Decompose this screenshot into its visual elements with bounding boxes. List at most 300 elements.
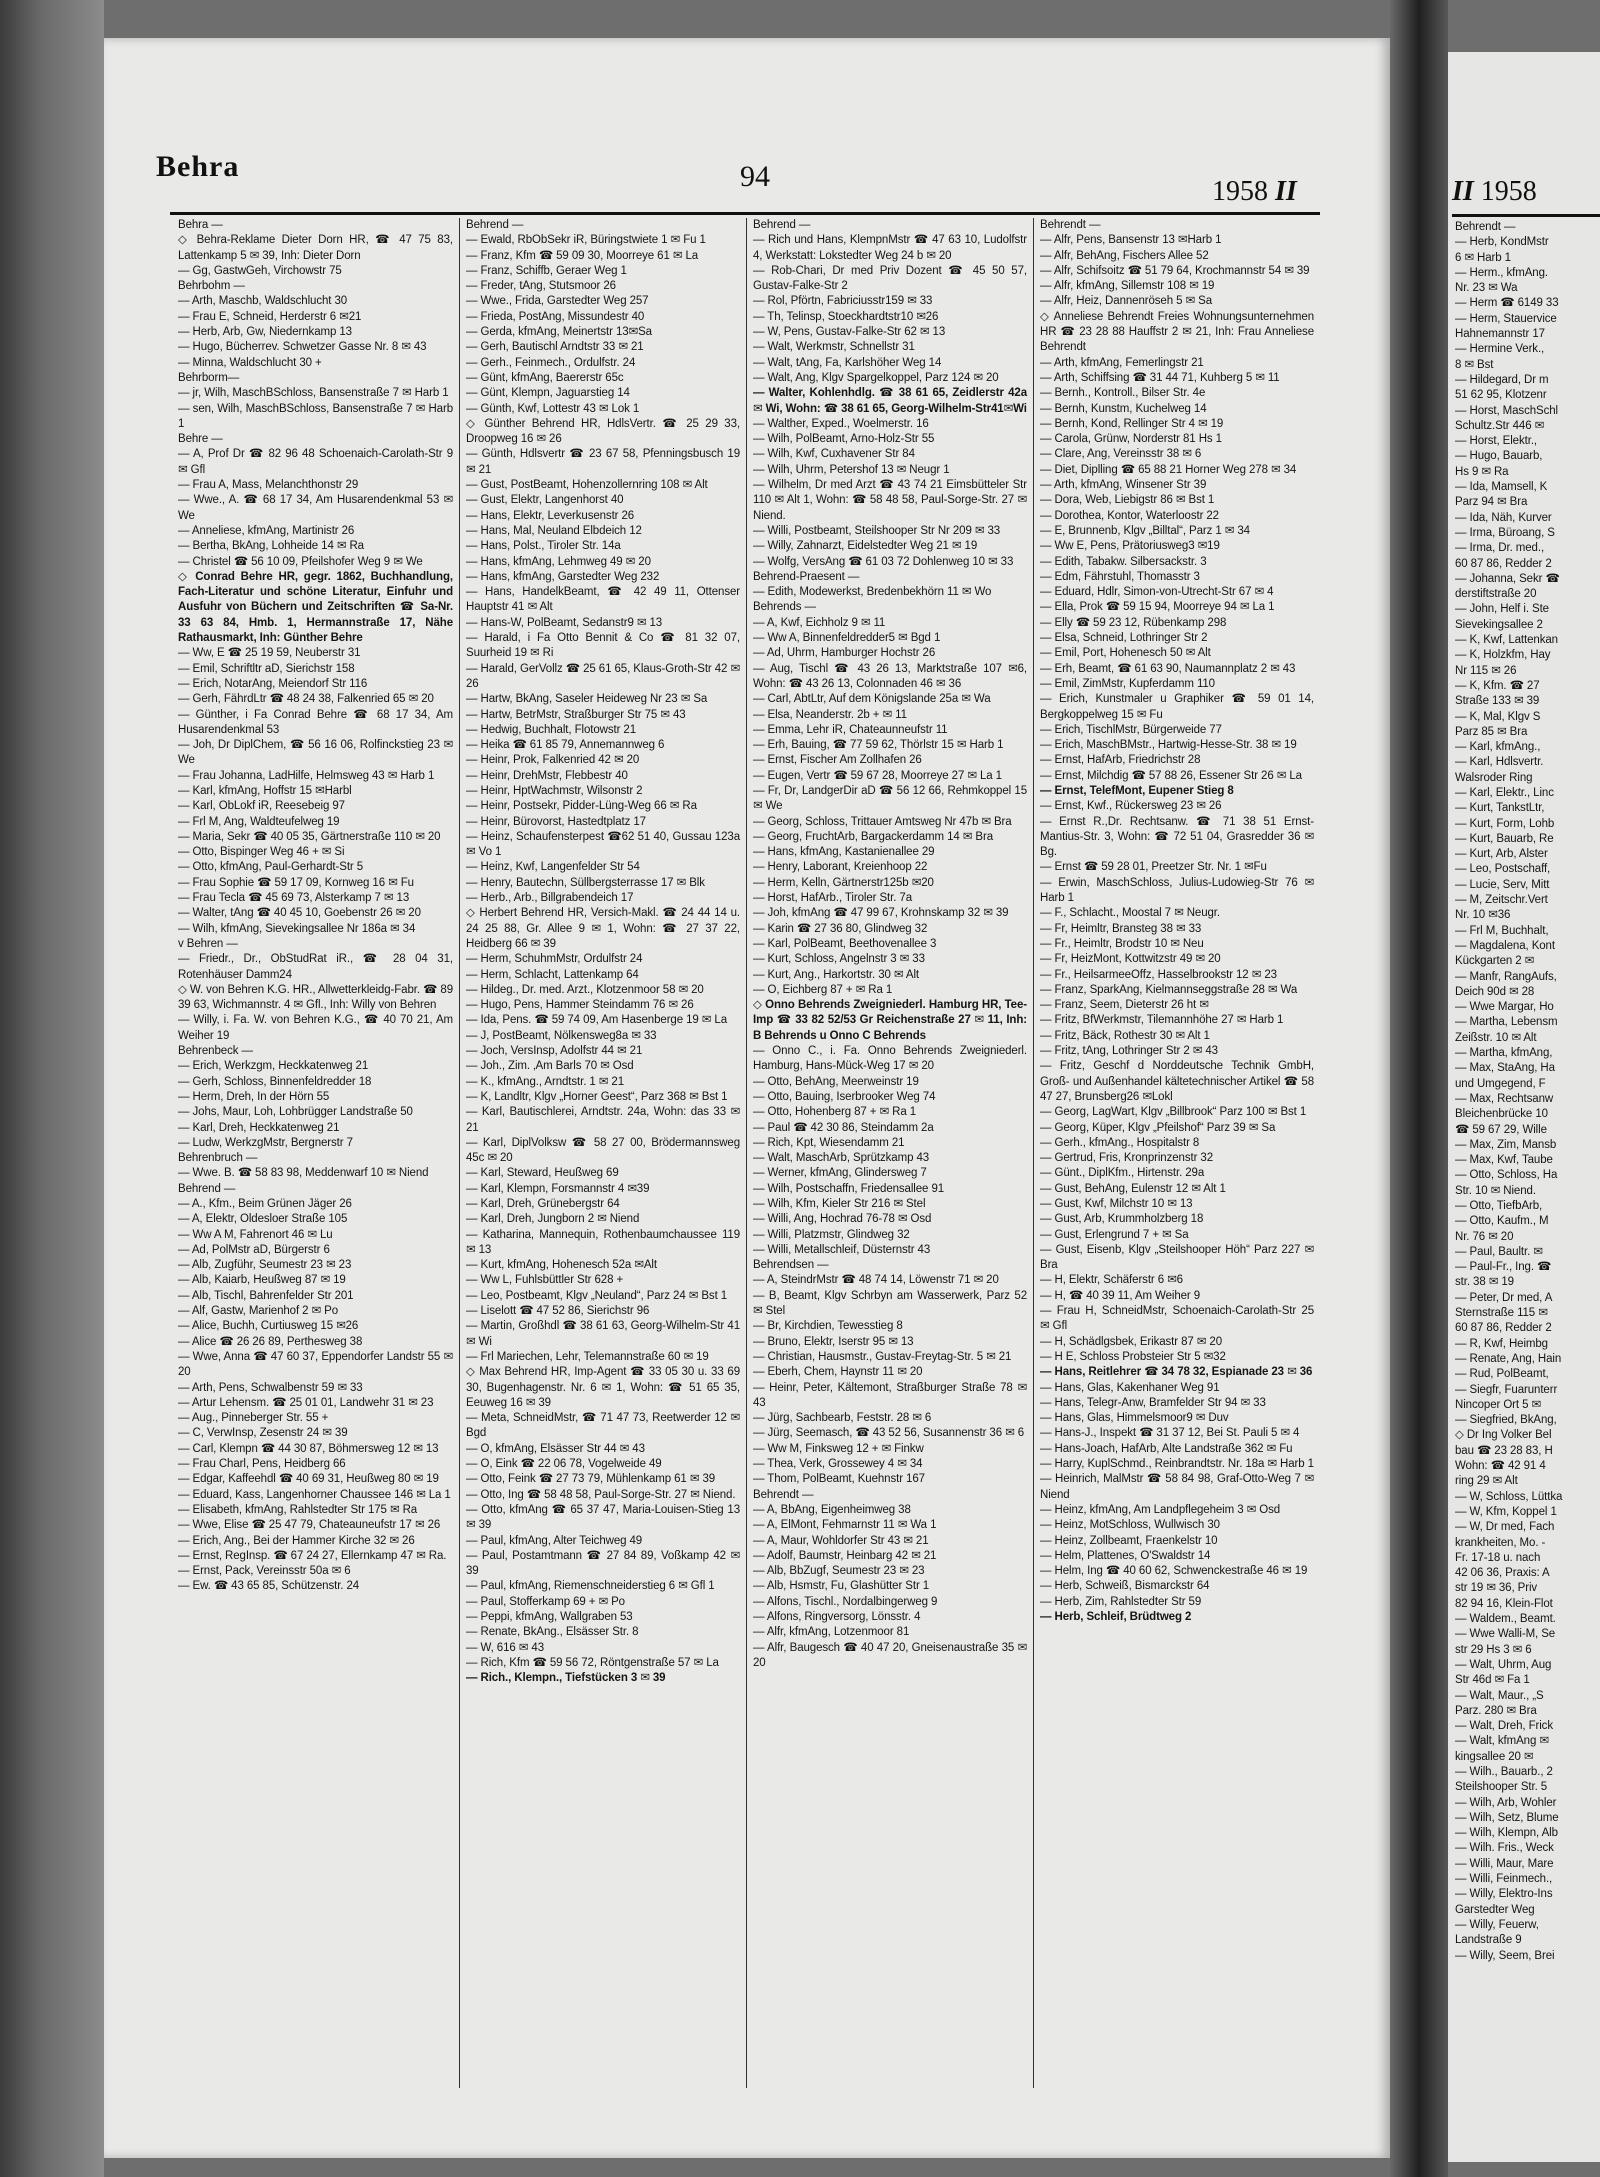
facing-page-entry: — Wilh. Fris., Weck <box>1455 1842 1554 1855</box>
directory-entry: — Joh, kfmAng ☎ 47 99 67, Krohnskamp 32 ✉ 39 <box>753 907 1009 920</box>
directory-entry: — Günth, Kwf, Lottestr 43 ✉ Lok 1 <box>466 402 640 415</box>
directory-entry: — Walter, tAng ☎ 40 45 10, Goebenstr 26 ✉ 20 <box>178 907 421 920</box>
directory-entry: — Franz, Schiffb, Geraer Weg 1 <box>466 264 627 277</box>
directory-entry: — Liselott ☎ 47 52 86, Sierichstr 96 <box>466 1305 650 1318</box>
directory-entry: — Fr., HeilsarmeeOffz, Hasselbrookstr 12 ✉ 23 <box>1040 968 1277 981</box>
directory-entry: — Paul, kfmAng, Riemenschneiderstieg 6 ✉ Gfl 1 <box>466 1580 715 1593</box>
directory-entry: — Elisabeth, kfmAng, Rahlstedter Str 175 ✉ Ra <box>178 1503 418 1516</box>
facing-page-entry: — Hugo, Bauarb, <box>1455 450 1543 463</box>
directory-entry: — Gg, GastwGeh, Virchowstr 75 <box>178 264 342 277</box>
directory-entry: — Karl, Dreh, Grünebergstr 64 <box>466 1198 620 1210</box>
directory-entry: Behrendsen — <box>753 1259 829 1272</box>
directory-entry: — Wilh, Kfm, Kieler Str 216 ✉ Stel <box>753 1198 926 1210</box>
directory-entry: — Erh, Beamt, ☎ 61 63 90, Naumannplatz 2 ✉ 43 <box>1040 662 1296 675</box>
directory-entry: — Erich, Werkzgm, Heckkatenweg 21 <box>178 1060 369 1073</box>
facing-page-entry: — Walt, Dreh, Frick <box>1455 1720 1553 1733</box>
facing-page-entry: — Otto, Kaufm., M <box>1455 1215 1549 1228</box>
directory-entry: — Herb, Schleif, Brüdtweg 2 <box>1040 1611 1192 1624</box>
directory-entry: — Peppi, kfmAng, Wallgraben 53 <box>466 1611 633 1624</box>
directory-entry: — Gust, Arb, Krummholzberg 18 <box>1040 1213 1204 1226</box>
directory-entry: — Ww M, Finksweg 12 + ✉ Finkw <box>753 1442 924 1455</box>
facing-page-entry: — Kurt, Bauarb, Re <box>1455 832 1554 845</box>
facing-page-entry: — Irma, Büroang, S <box>1455 526 1555 539</box>
directory-entry: — Alb, Kaiarb, Heußweg 87 ✉ 19 <box>178 1274 346 1287</box>
facing-page-entry: — Johanna, Sekr ☎ <box>1455 572 1560 585</box>
directory-entry: ◇ Onno Behrends Zweigniederl. Hamburg HR, Tee-Imp ☎ 33 82 52/53 Gr Reichenstraße 27 ✉ 11, Inh: B Behrends u Onno C Behrends <box>753 999 1027 1042</box>
directory-entry: Behra — <box>178 219 223 231</box>
directory-entry: — O, Eink ☎ 22 06 78, Vogelweide 49 <box>466 1458 662 1471</box>
facing-page-entry: — Wilh, Klempn, Alb <box>1455 1827 1558 1840</box>
directory-entry: — Bernh, Kunstm, Kuchelweg 14 <box>1040 402 1207 415</box>
directory-entry: — Gerh., Feinmech., Ordulfstr. 24 <box>466 356 636 369</box>
facing-page-entry: — Ida, Mamsell, K <box>1455 481 1548 494</box>
directory-entry: — Willi, Postbeamt, Steilshooper Str Nr 209 ✉ 33 <box>753 524 1001 537</box>
directory-entry: — Kurt, Schloss, Angelnstr 3 ✉ 33 <box>753 953 925 966</box>
directory-entry: — Henry, Bautechn, Süllbergsterrasse 17 ✉ Blk <box>466 876 705 889</box>
directory-entry: — Frieda, PostAng, Missundestr 40 <box>466 310 645 323</box>
directory-entry: — Wilh, Uhrm, Petershof 13 ✉ Neugr 1 <box>753 463 950 476</box>
directory-entry: — Gust, Erlengrund 7 + ✉ Sa <box>1040 1228 1189 1241</box>
year-value: 1958 <box>1212 176 1268 207</box>
directory-entry: — Frl M, Ang, Waldteufelweg 19 <box>178 815 340 828</box>
facing-page-entry: Str. 10 ✉ Niend. <box>1455 1184 1536 1197</box>
directory-entry: — Elsa, Neanderstr. 2b + ✉ 11 <box>753 708 907 721</box>
directory-entry: — A, SteindrMstr ☎ 48 74 14, Löwenstr 71 ✉ 20 <box>753 1274 999 1287</box>
facing-page-entry: — Max, StaAng, Ha <box>1455 1062 1555 1075</box>
directory-entry: — Karl, kfmAng, Hoffstr 15 ✉Harbl <box>178 784 352 797</box>
directory-entry: — Arth, kfmAng, Winsener Str 39 <box>1040 479 1207 492</box>
facing-page-entry: ☎ 59 67 29, Wille <box>1455 1123 1547 1136</box>
directory-entry: — Gertrud, Fris, Kronprinzenstr 32 <box>1040 1152 1213 1165</box>
facing-page-entry: 51 62 95, Klotzenr <box>1455 389 1547 402</box>
facing-page-entry: — Irma, Dr. med., <box>1455 542 1545 555</box>
directory-entry: — Karl, DiplVolksw ☎ 58 27 00, Brödermannsweg 45c ✉ 20 <box>466 1136 740 1165</box>
directory-entry: — Günth, Hdlsvertr ☎ 23 67 58, Pfenningsbusch 19 ✉ 21 <box>466 448 740 476</box>
facing-page-entry: — K, Mal, Klgv S <box>1455 710 1541 723</box>
directory-entry: — Hildeg., Dr. med. Arzt., Klotzenmoor 58 ✉ 20 <box>466 983 704 996</box>
directory-entry: — Heinrich, MalMstr ☎ 58 84 98, Graf-Otto-Weg 7 ✉ Niend <box>1040 1473 1314 1501</box>
directory-entry: — A, Prof Dr ☎ 82 96 48 Schoenaich-Carolath-Str 9 ✉ Gfl <box>178 448 453 476</box>
directory-entry: — Friedr., Dr., ObStudRat iR., ☎ 28 04 31, Rotenhäuser Damm24 <box>178 953 453 981</box>
directory-entry: — Harald, i Fa Otto Bennit & Co ☎ 81 32 07, Suurheid 19 ✉ Ri <box>466 632 740 660</box>
directory-entry: ◇ Anneliese Behrendt Freies Wohnungsunternehmen HR ☎ 23 28 88 Hauffstr 2 ✉ 21, Inh: Frau Anneliese Behrendt <box>1040 310 1314 354</box>
facing-page-entry: — Walt, kfmAng ✉ <box>1455 1735 1549 1748</box>
directory-entry: — Willy, i. Fa. W. von Behren K.G., ☎ 40 70 21, Am Weiher 19 <box>178 1014 453 1042</box>
directory-entry: — E, Brunnenb, Klgv „Billtal“, Parz 1 ✉ 34 <box>1040 524 1250 537</box>
facing-page-entry: — Hildegard, Dr m <box>1455 373 1549 386</box>
directory-entry: — Jürg, Sachbearb, Feststr. 28 ✉ 6 <box>753 1412 932 1425</box>
directory-entry: — Ernst, Milchdig ☎ 57 88 26, Essener Str 26 ✉ La <box>1040 769 1302 782</box>
directory-entry: — Arth, kfmAng, Femerlingstr 21 <box>1040 356 1204 369</box>
directory-entry: — Hedwig, Buchhalt, Flotowstr 21 <box>466 723 637 736</box>
directory-entry: — A, Kwf, Eichholz 9 ✉ 11 <box>753 616 886 629</box>
directory-entry: — Fr, Heimltr, Bransteg 38 ✉ 33 <box>1040 922 1202 935</box>
facing-page-entry: und Umgegend, F <box>1455 1077 1546 1090</box>
facing-page-entry: — Leo, Postschaff, <box>1455 863 1551 876</box>
directory-entry: — Carola, Grünw, Norderstr 81 Hs 1 <box>1040 433 1222 446</box>
facing-page-entry: — Kurt, Form, Lohb <box>1455 817 1555 830</box>
directory-entry: — Otto, kfmAng ☎ 65 37 47, Maria-Louisen-Stieg 13 ✉ 39 <box>466 1503 740 1532</box>
facing-page-entry: — Wwe Walli-M, Se <box>1455 1628 1556 1641</box>
facing-page-entry: — Herm, Stauervice <box>1455 312 1557 325</box>
directory-entry: — Alfr, Pens, Bansenstr 13 ✉Harb 1 <box>1040 234 1222 247</box>
directory-entry: — Ad, Uhrm, Hamburger Hochstr 26 <box>753 647 936 660</box>
facing-page-entry: — Max, Kwf, Taube <box>1455 1154 1553 1167</box>
directory-entry: Behrend — <box>178 1182 236 1195</box>
directory-entry: — Alfr, kfmAng, Sillemstr 108 ✉ 19 <box>1040 280 1215 293</box>
directory-entry: — Br, Kirchdien, Tewesstieg 8 <box>753 1320 903 1333</box>
directory-entry: — A, Elektr, Oldesloer Straße 105 <box>178 1213 348 1226</box>
directory-entry: — Alfons, Ringversorg, Lönsstr. 4 <box>753 1611 921 1624</box>
directory-entry: — Walt, tAng, Fa, Karlshöher Weg 14 <box>753 356 942 369</box>
directory-entry: — Hans-W, PolBeamt, Sedanstr9 ✉ 13 <box>466 616 663 629</box>
directory-entry: Behrendt — <box>1040 219 1101 231</box>
page-number: 94 <box>740 160 770 193</box>
directory-entry: — Fritz, Bäck, Rothestr 30 ✉ Alt 1 <box>1040 1029 1210 1042</box>
directory-entry: — Bernh., Kontroll., Bilser Str. 4e <box>1040 387 1206 400</box>
directory-entry: — Erwin, MaschSchloss, Julius-Ludowieg-Str 76 ✉ Harb 1 <box>1040 876 1314 905</box>
directory-entry: ◇ Conrad Behre HR, gegr. 1862, Buchhandlung, Fach-Literatur und schöne Literatur, Einfuhr und Ausfuhr von Büchern und Zeitschriften ☎ Sa-Nr. 33 63 84, Hmb. 1, Hermannstraße 17, Nähe Rathausmarkt, Inh: Günther Behre <box>178 570 453 645</box>
directory-entry: — Karl, Steward, Heußweg 69 <box>466 1167 619 1180</box>
facing-page-entry: — Lucie, Serv, Mitt <box>1455 878 1550 891</box>
directory-entry: — Onno C., i. Fa. Onno Behrends Zweigniederl. Hamburg, Hans-Mück-Weg 17 ✉ 20 <box>753 1045 1027 1073</box>
directory-entry: — Edith, Modewerkst, Bredenbekhörn 11 ✉ Wo <box>753 586 992 599</box>
directory-entry: — Günther, i Fa Conrad Behre ☎ 68 17 34, Am Husarendenkmal 53 <box>178 708 453 736</box>
directory-entry: — Ernst, Pack, Vereinsstr 50a ✉ 6 <box>178 1565 351 1578</box>
directory-entry: — Hans, Telegr-Anw, Bramfelder Str 94 ✉ 33 <box>1040 1396 1266 1409</box>
directory-columns <box>172 218 1320 2088</box>
directory-entry: — Harry, KuplSchmd., Reinbrandtstr. Nr. 18a ✉ Harb 1 <box>1040 1458 1314 1471</box>
facing-page-entry: Deich 90d ✉ 28 <box>1455 985 1535 998</box>
directory-entry: — Fritz, Geschf d Norddeutsche Technik GmbH, Groß- und Außenhandel kältetechnischer Artikel ☎ 58 47 27, Brunsberg26 ✉Lokl <box>1040 1060 1314 1103</box>
directory-entry: — H, Schädlgsbek, Erikastr 87 ✉ 20 <box>1040 1335 1223 1348</box>
directory-entry: — Fr, HeizMont, Kottwitzstr 49 ✉ 20 <box>1040 953 1221 966</box>
directory-entry: — Eduard, Hdlr, Simon-von-Utrecht-Str 67 ✉ 4 <box>1040 586 1274 599</box>
directory-entry: — Rich., Klempn., Tiefstücken 3 ✉ 39 <box>466 1672 666 1685</box>
facing-page-entry: 60 87 86, Redder 2 <box>1455 557 1552 570</box>
directory-entry: — Dora, Web, Liebigstr 86 ✉ Bst 1 <box>1040 494 1215 507</box>
directory-entry: — Alfr, kfmAng, Lotzenmoor 81 <box>753 1626 910 1639</box>
directory-entry: Behrenbruch — <box>178 1152 258 1165</box>
directory-entry: — Arth, Maschb, Waldschlucht 30 <box>178 295 348 308</box>
directory-entry: — Franz, SparkAng, Kielmannseggstraße 28 ✉ Wa <box>1040 983 1298 996</box>
directory-entry: — Wwe., A. ☎ 68 17 34, Am Husarendenkmal 53 ✉ We <box>178 494 453 522</box>
directory-entry: — Elsa, Schneid, Lothringer Str 2 <box>1040 632 1208 645</box>
facing-page-entry: — Magdalena, Kont <box>1455 939 1555 952</box>
directory-entry: — Alb, BbZugf, Seumestr 23 ✉ 23 <box>753 1565 925 1578</box>
directory-entry: — Joh, Dr DiplChem, ☎ 56 16 06, Rolfinckstieg 23 ✉ We <box>178 739 453 767</box>
directory-entry: — Rol, Pförtn, Fabriciusstr159 ✉ 33 <box>753 295 933 308</box>
facing-page-entry: — Wilh., Bauarb., 2 <box>1455 1765 1553 1778</box>
directory-entry: — jr, Wilh, MaschBSchloss, Bansenstraße 7 ✉ Harb 1 <box>178 387 449 400</box>
directory-entry: — Edith, Tabakw. Silbersackstr. 3 <box>1040 555 1207 568</box>
page-year <box>1212 176 1297 208</box>
directory-entry: — Ewald, RbObSekr iR, Büringstwiete 1 ✉ Fu 1 <box>466 234 706 247</box>
directory-entry: — Otto, Bispinger Weg 46 + ✉ Si <box>178 846 345 859</box>
directory-entry: — Harald, GerVollz ☎ 25 61 65, Klaus-Groth-Str 42 ✉ 26 <box>466 662 740 690</box>
directory-entry: — Heika ☎ 61 85 79, Annemannweg 6 <box>466 739 665 752</box>
directory-entry: — Frau E, Schneid, Herderstr 6 ✉21 <box>178 310 362 323</box>
directory-entry: — Gust, PostBeamt, Hohenzollernring 108 ✉ Alt <box>466 479 708 492</box>
facing-page-entry: — Wilh, Arb, Wohler <box>1455 1796 1557 1809</box>
facing-page-entry: Sternstraße 115 ✉ <box>1455 1307 1548 1320</box>
directory-entry: — B, Beamt, Klgv Schrbyn am Wasserwerk, Parz 52 ✉ Stel <box>753 1289 1027 1318</box>
directory-entry: — Ernst, HafArb, Friedrichstr 28 <box>1040 754 1201 767</box>
directory-entry: — Erich, TischlMstr, Bürgerweide 77 <box>1040 723 1222 736</box>
facing-page-entry: — Willy, Seem, Brei <box>1455 1949 1555 1962</box>
directory-entry: — O, kfmAng, Elsässer Str 44 ✉ 43 <box>466 1442 645 1455</box>
facing-page-entry: — Horst, Elektr., <box>1455 435 1538 448</box>
facing-page-entry: Kückgarten 2 ✉ <box>1455 955 1535 968</box>
directory-entry: — Herb, Schweiß, Bismarckstr 64 <box>1040 1580 1210 1593</box>
directory-entry: — Johs, Maur, Loh, Lohbrügger Landstraße 50 <box>178 1106 413 1119</box>
facing-page-entry: — John, Helf i. Ste <box>1455 603 1549 616</box>
directory-entry: Behrenbeck — <box>178 1045 253 1058</box>
directory-entry: — Artur Lehensm. ☎ 25 01 01, Landwehr 31 ✉ 23 <box>178 1396 434 1409</box>
facing-page-entry: — Herb, KondMstr <box>1455 236 1549 249</box>
directory-entry: — Eberh, Chem, Haynstr 11 ✉ 20 <box>753 1366 923 1379</box>
directory-entry: — Alfr, Baugesch ☎ 40 47 20, Gneisenaustraße 35 ✉ 20 <box>753 1641 1027 1669</box>
directory-entry: — Henry, Laborant, Kreienhoop 22 <box>753 861 928 874</box>
directory-entry: — Paul, kfmAng, Alter Teichweg 49 <box>466 1534 643 1547</box>
directory-entry: — Karl, Klempn, Forsmannstr 4 ✉39 <box>466 1182 650 1195</box>
facing-volume-roman: II <box>1452 176 1474 207</box>
facing-page-entry: Nr. 23 ✉ Wa <box>1455 282 1518 295</box>
facing-page-entry: str 29 Hs 3 ✉ 6 <box>1455 1643 1532 1656</box>
directory-entry: — Günt., DiplKfm., Hirtenstr. 29a <box>1040 1167 1205 1180</box>
directory-entry: — Walter, Kohlenhdlg. ☎ 38 61 65, Zeidlerstr 42a ✉ Wi, Wohn: ☎ 38 61 65, Georg-Wilhelm-Str41✉Wi <box>753 387 1027 415</box>
facing-page-entry: ring 29 ✉ Alt <box>1455 1475 1518 1488</box>
directory-entry: — Erich, MaschBMstr., Hartwig-Hesse-Str. 38 ✉ 19 <box>1040 739 1297 752</box>
facing-page-entry: — Martha, Lebensm <box>1455 1016 1558 1029</box>
directory-entry: — Gerda, kfmAng, Meinertstr 13✉Sa <box>466 326 652 339</box>
directory-entry: — Wwe, Anna ☎ 47 60 37, Eppendorfer Landstr 55 ✉ 20 <box>178 1350 453 1379</box>
directory-entry: — Ww A, Binnenfeldredder5 ✉ Bgd 1 <box>753 632 941 645</box>
facing-page-entry: — Walt, Maur., „S <box>1455 1689 1544 1702</box>
directory-entry: — Paul, Postamtmann ☎ 27 84 89, Voßkamp 42 ✉ 39 <box>466 1549 740 1578</box>
directory-entry: — Ernst R.,Dr. Rechtsanw. ☎ 71 38 51 Ernst-Mantius-Str. 3, Wohn: ☎ 72 51 04, Grasredder 36 ✉ Bg. <box>1040 815 1314 859</box>
directory-entry: — Minna, Waldschlucht 30 + <box>178 356 322 369</box>
directory-entry: — Hugo, Bücherrev. Schwetzer Gasse Nr. 8 ✉ 43 <box>178 341 427 354</box>
facing-page-entry: — Renate, Ang, Hain <box>1455 1352 1562 1365</box>
running-head: Behra <box>156 150 240 183</box>
directory-entry: — Paul, Stofferkamp 69 + ✉ Po <box>466 1595 625 1608</box>
directory-entry: — Bertha, BkAng, Lohheide 14 ✉ Ra <box>178 540 364 553</box>
facing-page-entry: krankheiten, Mo. - <box>1455 1536 1546 1549</box>
directory-entry: Behrendt — <box>753 1488 814 1501</box>
book-gutter <box>1390 0 1448 2177</box>
directory-entry: — C, VerwInsp, Zesenstr 24 ✉ 39 <box>178 1427 348 1440</box>
facing-page-entry: Landstraße 9 <box>1455 1934 1522 1947</box>
facing-page-entry: str. 38 ✉ 19 <box>1455 1276 1514 1289</box>
directory-entry: — O, Eichberg 87 + ✉ Ra 1 <box>753 983 893 996</box>
directory-entry: ◇ Herbert Behrend HR, Versich-Makl. ☎ 24 44 14 u. 24 25 88, Gr. Allee 9 ✉ 1, Wohn: ☎ 27 37 22, Heidberg 66 ✉ 39 <box>466 907 740 950</box>
directory-entry: — Herb, Zim, Rahlstedter Str 59 <box>1040 1595 1202 1608</box>
directory-entry: — Karin ☎ 27 36 80, Glindweg 32 <box>753 922 928 935</box>
directory-entry: — Martin, Großhdl ☎ 38 61 63, Georg-Wilhelm-Str 41 ✉ Wi <box>466 1320 740 1348</box>
directory-entry: — Karl, ObLokf iR, Reesebeig 97 <box>178 800 345 813</box>
directory-entry: ◇ Behra-Reklame Dieter Dorn HR, ☎ 47 75 83, Lattenkamp 5 ✉ 39, Inh: Dieter Dorn <box>178 234 453 262</box>
directory-entry: — Gust, Elektr, Langenhorst 40 <box>466 494 624 507</box>
directory-entry: — Alb, Hsmstr, Fu, Glashütter Str 1 <box>753 1580 930 1593</box>
directory-entry: — A, ElMont, Fehmarnstr 11 ✉ Wa 1 <box>753 1519 937 1532</box>
directory-entry: — Katharina, Mannequin, Rothenbaumchaussee 119 ✉ 13 <box>466 1228 740 1256</box>
facing-year-value: 1958 <box>1480 176 1537 207</box>
directory-entry: — Christian, Hausmstr., Gustav-Freytag-Str. 5 ✉ 21 <box>753 1350 1012 1363</box>
directory-entry: — Edgar, Kaffeehdl ☎ 40 69 31, Heußweg 80 ✉ 19 <box>178 1473 439 1486</box>
directory-entry: — Franz, Seem, Dieterstr 26 ht ✉ <box>1040 999 1209 1012</box>
directory-entry: — Joh., Zim. ‚Am Barls 70 ✉ Osd <box>466 1060 634 1073</box>
facing-page-entry: derstiftstraße 20 <box>1455 588 1537 601</box>
facing-page-entry: 82 94 16, Klein-Flot <box>1455 1597 1553 1610</box>
directory-entry: — H, Elektr, Schäferstr 6 ✉6 <box>1040 1274 1183 1287</box>
directory-entry: — Georg, FruchtArb, Bargackerdamm 14 ✉ Bra <box>753 830 993 843</box>
directory-entry: — Hartw, BkAng, Saseler Heideweg Nr 23 ✉ Sa <box>466 693 708 706</box>
directory-entry: — Leo, Postbeamt, Klgv „Neuland“, Parz 24 ✉ Bst 1 <box>466 1289 728 1302</box>
directory-entry: — sen, Wilh, MaschBSchloss, Bansenstraße 7 ✉ Harb 1 <box>178 402 453 430</box>
directory-entry: — Kurt, Ang., Harkortstr. 30 ✉ Alt <box>753 968 920 981</box>
directory-entry: — Werner, kfmAng, Glindersweg 7 <box>753 1167 927 1180</box>
directory-entry: — A, Maur, Wohldorfer Str 43 ✉ 21 <box>753 1534 929 1547</box>
directory-entry: — Heinr, Bürovorst, Hastedtplatz 17 <box>466 815 646 828</box>
directory-entry: — Hans, HandelkBeamt, ☎ 42 49 11, Ottenser Hauptstr 41 ✉ Alt <box>466 586 740 614</box>
directory-entry: — Willi, Ang, Hochrad 76-78 ✉ Osd <box>753 1213 932 1226</box>
facing-page-entry: Nr 115 ✉ 26 <box>1455 664 1517 677</box>
directory-entry: — Hans, Polst., Tiroler Str. 14a <box>466 540 621 553</box>
directory-entry: — Walther, Exped., Woelmerstr. 16 <box>753 417 929 430</box>
directory-entry: — Th, Telinsp, Stoeckhardtstr10 ✉26 <box>753 310 939 323</box>
facing-page-entry: Parz 94 ✉ Bra <box>1455 496 1528 509</box>
directory-entry: — F., Schlacht., Moostal 7 ✉ Neugr. <box>1040 907 1220 920</box>
facing-page-entry: Behrendt — <box>1455 221 1516 233</box>
directory-entry: — W, Pens, Gustav-Falke-Str 62 ✉ 13 <box>753 326 946 339</box>
facing-page-entry: — Paul-Fr., Ing. ☎ <box>1455 1261 1552 1274</box>
directory-entry: — Alb, Zugführ, Seumestr 23 ✉ 23 <box>178 1259 352 1272</box>
column-1 <box>172 218 459 2088</box>
directory-entry: — Hans, Glas, Kakenhaner Weg 91 <box>1040 1381 1220 1394</box>
directory-entry: — Joch, VersInsp, Adolfstr 44 ✉ 21 <box>466 1045 643 1058</box>
directory-entry: — Heinz, MotSchloss, Wullwisch 30 <box>1040 1519 1220 1532</box>
directory-entry: — Hans-Joach, HafArb, Alte Landstraße 362 ✉ Fu <box>1040 1442 1293 1455</box>
directory-entry: — Fr, Dr, LandgerDir aD ☎ 56 12 66, Rehmkoppel 15 ✉ We <box>753 784 1027 813</box>
directory-entry: — Elly ☎ 59 23 12, Rübenkamp 298 <box>1040 616 1227 629</box>
facing-page-entry: — Rud, PolBeamt, <box>1455 1368 1549 1381</box>
directory-entry: — Alfr, Schifsoitz ☎ 51 79 64, Krochmannstr 54 ✉ 39 <box>1040 264 1310 277</box>
directory-entry: — Fritz, BfWerkmstr, Tilemannhöhe 27 ✉ Harb 1 <box>1040 1014 1284 1027</box>
facing-page-entry: — K, Holzkfm, Hay <box>1455 649 1551 662</box>
directory-entry: — Fritz, tAng, Lothringer Str 2 ✉ 43 <box>1040 1045 1218 1058</box>
directory-entry: — Gust, Eisenb, Klgv „Steilshooper Höh“ Parz 227 ✉ Bra <box>1040 1243 1314 1272</box>
directory-entry: — Heinr, DrehMstr, Flebbestr 40 <box>466 769 628 782</box>
directory-entry: — Dorothea, Kontor, Waterloostr 22 <box>1040 509 1219 522</box>
facing-page-entry: — Willy, Elektro-Ins <box>1455 1888 1553 1901</box>
directory-entry: Behrbohm — <box>178 280 245 293</box>
directory-entry: — Emma, Lehr iR, Chateaunneufstr 11 <box>753 723 948 736</box>
directory-entry: — Fr., Heimltr, Brodstr 10 ✉ Neu <box>1040 937 1204 950</box>
directory-entry: — Ida, Pens. ☎ 59 74 09, Am Hasenberge 19 ✉ La <box>466 1014 728 1027</box>
facing-page-entry: 42 06 36, Praxis: A <box>1455 1567 1550 1580</box>
directory-entry: — Bernh, Kond, Rellinger Str 4 ✉ 19 <box>1040 417 1224 430</box>
facing-page-entry: Nr. 76 ✉ 20 <box>1455 1230 1514 1243</box>
facing-page-entry: — Manfr, RangAufs, <box>1455 970 1557 983</box>
directory-entry: — Otto, BehAng, Meerweinstr 19 <box>753 1075 919 1088</box>
facing-page-entry: — Herm., kfmAng. <box>1455 266 1548 279</box>
directory-entry: Behrborm— <box>178 371 240 384</box>
column-2 <box>459 218 746 2088</box>
directory-entry: — Eduard, Kass, Langenhorner Chaussee 146 ✉ La 1 <box>178 1488 451 1501</box>
facing-page-entry: — Waldem., Beamt. <box>1455 1613 1556 1626</box>
directory-entry: — Wwe., Frida, Garstedter Weg 257 <box>466 295 649 308</box>
directory-entry: — Anneliese, kfmAng, Martinistr 26 <box>178 524 355 537</box>
directory-entry: — Karl, Dreh, Jungborn 2 ✉ Niend <box>466 1213 640 1226</box>
directory-entry: — A., Kfm., Beim Grünen Jäger 26 <box>178 1198 352 1210</box>
directory-entry: — Gerh, Bautischl Arndtstr 33 ✉ 21 <box>466 341 644 354</box>
directory-entry: Behrend — <box>753 219 811 231</box>
directory-entry: — Frau H, SchneidMstr, Schoenaich-Carolath-Str 25 ✉ Gfl <box>1040 1305 1314 1333</box>
facing-page-entry: Parz. 280 ✉ Bra <box>1455 1704 1537 1717</box>
facing-page-entry: Sievekingsallee 2 <box>1455 618 1543 631</box>
directory-entry: Behrend-Praesent — <box>753 570 860 583</box>
facing-page-entry: Steilshooper Str. 5 <box>1455 1781 1548 1794</box>
directory-entry: — Aug, Tischl ☎ 43 26 13, Marktstraße 107 ✉6, Wohn: ☎ 43 26 13, Colonnaden 46 ✉ 36 <box>753 662 1027 690</box>
facing-page-entry: — Karl, kfmAng., <box>1455 741 1541 754</box>
column-4 <box>1033 218 1320 2088</box>
directory-entry: — Herm, Dreh, In der Hörn 55 <box>178 1090 330 1103</box>
directory-entry: — Günt, kfmAng, Baererstr 65c <box>466 371 624 384</box>
facing-header-rule <box>1452 214 1600 217</box>
directory-entry: ◇ Max Behrend HR, Imp-Agent ☎ 33 05 30 u. 33 69 30, Bugenhagenstr. Nr. 6 ✉ 1, Wohn: ☎ 51 65 35, Eeuweg 16 ✉ 39 <box>466 1366 740 1409</box>
directory-entry: — Hans, Reitlehrer ☎ 34 78 32, Espianade 23 ✉ 36 <box>1040 1366 1313 1379</box>
directory-entry: — Gust, Kwf, Milchstr 10 ✉ 13 <box>1040 1198 1193 1210</box>
directory-entry: — Otto, Bauing, Iserbrooker Weg 74 <box>753 1090 936 1103</box>
directory-entry: — Helm, Ing ☎ 40 60 62, Schwenckestraße 46 ✉ 19 <box>1040 1565 1308 1578</box>
directory-entry: — Georg, Schloss, Trittauer Amtsweg Nr 47b ✉ Bra <box>753 815 1012 828</box>
facing-page-entry: — Peter, Dr med, A <box>1455 1291 1553 1304</box>
facing-page-entry: — Willi, Maur, Mare <box>1455 1857 1554 1870</box>
facing-page-entry: — R, Kwf, Heimbg <box>1455 1337 1548 1350</box>
facing-page-entry: — W, Dr med, Fach <box>1455 1521 1555 1534</box>
directory-entry: — Emil, Port, Hohenesch 50 ✉ Alt <box>1040 647 1211 660</box>
directory-entry: — Rich und Hans, KlempnMstr ☎ 47 63 10, Ludolfstr 4, Werkstatt: Lokstedter Weg 24 b ✉ 20 <box>753 234 1027 262</box>
facing-page-entry: — Siegfried, BkAng, <box>1455 1414 1557 1427</box>
directory-entry: — Erich, NotarAng, Meiendorf Str 116 <box>178 677 368 690</box>
facing-page-entry: — W, Kfm, Koppel 1 <box>1455 1505 1557 1518</box>
directory-entry: — Paul ☎ 42 30 86, Steindamm 2a <box>753 1121 934 1134</box>
directory-entry: — Arth, Schiffsing ☎ 31 44 71, Kuhberg 5 ✉ 11 <box>1040 371 1280 384</box>
facing-page-entry: — Otto, TiefbArb, <box>1455 1200 1543 1212</box>
directory-entry: — Georg, Küper, Klgv „Pfeilshof“ Parz 39 ✉ Sa <box>1040 1121 1276 1134</box>
directory-entry: — Willi, Metallschleif, Düsternstr 43 <box>753 1243 931 1256</box>
volume-roman: II <box>1275 176 1297 207</box>
facing-page-entry: Zeißstr. 10 ✉ Alt <box>1455 1031 1537 1044</box>
facing-page-entry: kingsallee 20 ✉ <box>1455 1750 1534 1763</box>
directory-entry: — Hans, Mal, Neuland Elbdeich 12 <box>466 524 642 537</box>
facing-page-entry: Nr. 10 ✉36 <box>1455 909 1511 922</box>
facing-page-entry: ◇ Dr Ing Volker Bel <box>1455 1429 1552 1442</box>
facing-page-entry: — Siegfr, Fuarunterr <box>1455 1383 1558 1396</box>
directory-entry: — Hugo, Pens, Hammer Steindamm 76 ✉ 26 <box>466 999 694 1012</box>
directory-entry: — Ernst, RegInsp. ☎ 67 24 27, Ellernkamp 47 ✉ Ra. <box>178 1549 447 1562</box>
directory-entry: — Horst, HafArb., Tiroler Str. 7a <box>753 892 913 905</box>
directory-entry: — Otto, Feink ☎ 27 73 79, Mühlenkamp 61 ✉ 39 <box>466 1473 716 1486</box>
directory-entry: — Erich, Kunstmaler u Graphiker ☎ 59 01 14, Bergkoppelweg 15 ✉ Fu <box>1040 693 1314 721</box>
directory-entry: — K, Landltr, Klgv „Horner Geest“, Parz 368 ✉ Bst 1 <box>466 1090 728 1103</box>
directory-entry: — Erh, Bauing, ☎ 77 59 62, Thörlstr 15 ✉ Harb 1 <box>753 739 1004 752</box>
directory-entry: ◇ W. von Behren K.G. HR., Allwetterkleidg-Fabr. ☎ 89 39 63, Wichmannstr. 4 ✉ Gfl., Inh: Willy von Behren <box>178 983 453 1012</box>
directory-entry: — Jürg, Seemasch, ☎ 43 52 56, Susannenstr 36 ✉ 6 <box>753 1427 1025 1440</box>
facing-page-entry: — Herm ☎ 6149 33 <box>1455 297 1559 310</box>
directory-entry: — Ew. ☎ 43 65 85, Schützenstr. 24 <box>178 1580 360 1593</box>
